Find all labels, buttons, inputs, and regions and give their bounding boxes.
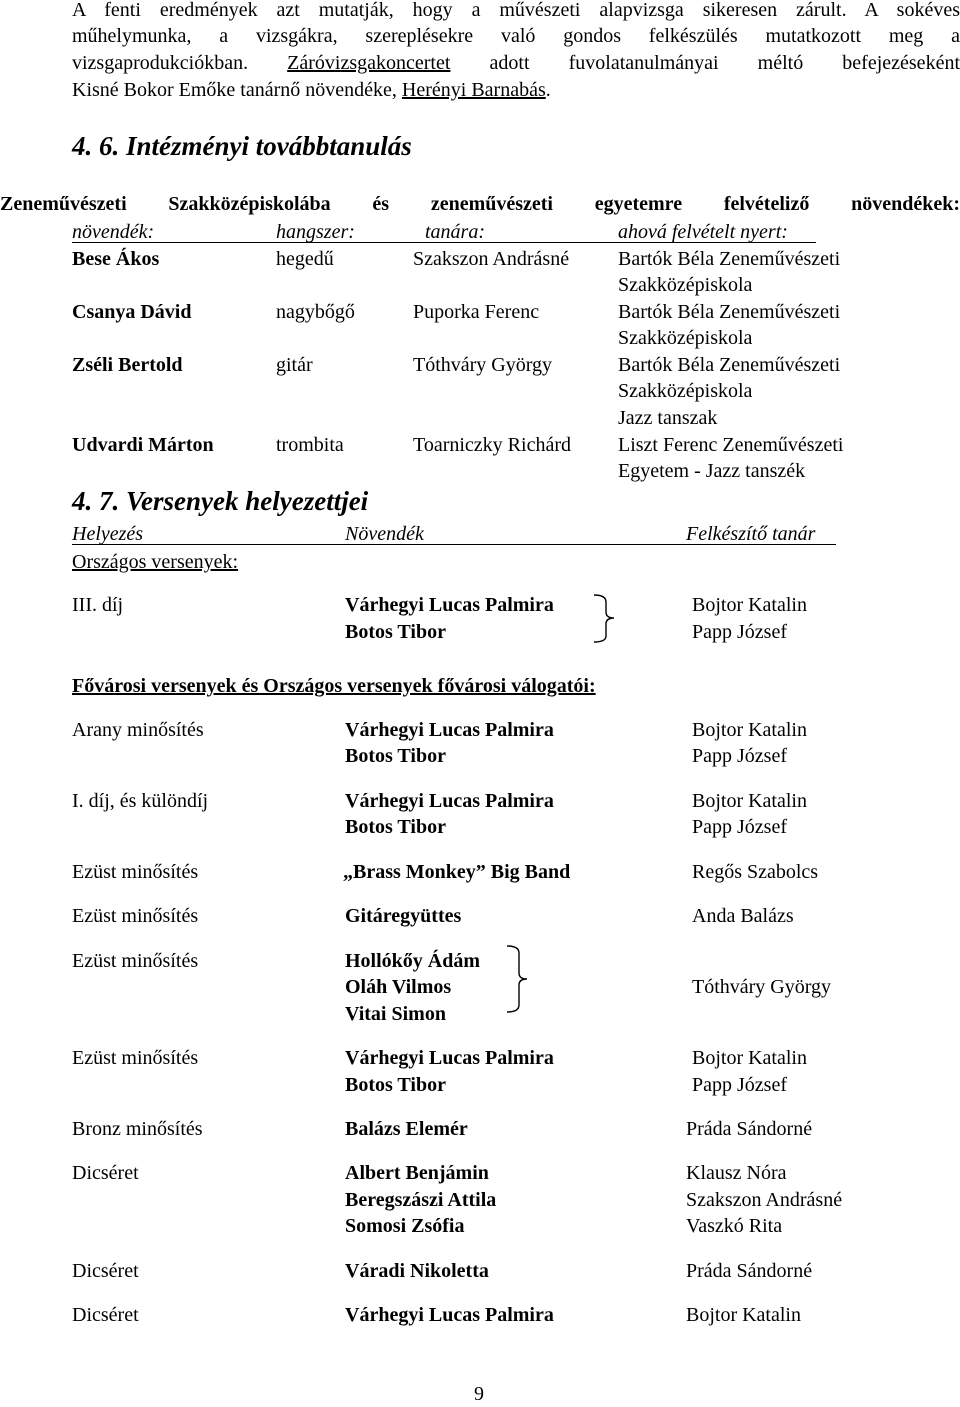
result-place: Arany minősítés	[72, 719, 204, 741]
table-row-instrument: gitár	[276, 354, 313, 376]
table-row-destination: Bartók Béla Zeneművészeti	[618, 354, 841, 376]
result-place: Ezüst minősítés	[72, 1047, 199, 1069]
result-student: Várhegyi Lucas Palmira	[345, 1304, 554, 1326]
header-underline	[72, 242, 816, 243]
result-place: Dicséret	[72, 1260, 139, 1282]
table-row-destination: Liszt Ferenc Zeneművészeti	[618, 434, 844, 456]
table-row-destination-2: Szakközépiskola	[618, 380, 753, 402]
table-row-student: Csanya Dávid	[72, 301, 192, 323]
result-student: Hollókőy Ádám	[345, 950, 481, 972]
result-student: Beregszászi Attila	[345, 1189, 497, 1211]
national-competitions-title: Országos versenyek:	[72, 551, 239, 573]
result-student: Várhegyi Lucas Palmira	[345, 719, 554, 741]
result-teacher: Vaszkó Rita	[686, 1215, 783, 1237]
table-row-student: Udvardi Márton	[72, 434, 214, 456]
table-row-instrument: hegedű	[276, 248, 334, 270]
result-student: Balázs Elemér	[345, 1118, 468, 1140]
capital-competitions-title: Fővárosi versenyek és Országos versenyek fővárosi válogatói:	[72, 675, 596, 697]
table-row-student: Bese Ákos	[72, 248, 160, 270]
result-student: Várhegyi Lucas Palmira	[345, 1047, 554, 1069]
table-row-teacher: Toarniczky Richárd	[413, 434, 571, 456]
result-student: Botos Tibor	[345, 745, 446, 767]
result-place: Dicséret	[72, 1304, 139, 1326]
intro-line-3-a: vizsgaprodukciókban.	[72, 52, 288, 74]
table-row-destination: Bartók Béla Zeneművészeti	[618, 248, 841, 270]
result-teacher: Práda Sándorné	[686, 1260, 813, 1282]
result-teacher: Papp József	[692, 621, 787, 643]
result-student: Botos Tibor	[345, 816, 446, 838]
section-4-7-heading: 4. 7. Versenyek helyezettjei	[72, 486, 369, 516]
col-header-student: Növendék	[345, 523, 424, 545]
col-header-destination: ahová felvételt nyert:	[618, 221, 788, 243]
table-row-teacher: Tóthváry György	[413, 354, 553, 376]
result-place: I. díj, és különdíj	[72, 790, 209, 812]
intro-line-2: műhelymunka, a vizsgákra, szereplésekre való gondos felkészülés mutatkozott meg a	[72, 25, 960, 47]
table-row-student: Zséli Bertold	[72, 354, 183, 376]
result-teacher: Klausz Nóra	[686, 1162, 787, 1184]
table-row-destination-2: Szakközépiskola	[618, 274, 753, 296]
intro-line-1: A fenti eredmények azt mutatják, hogy a művészeti alapvizsga sikeresen zárult. A sokéves	[72, 0, 960, 21]
intro-line-4-b: .	[545, 79, 551, 101]
table-row-destination-2: Szakközépiskola	[618, 327, 753, 349]
col-header-student: növendék:	[72, 221, 155, 243]
intro-line-3	[72, 50, 960, 76]
col-header-instrument: hangszer:	[276, 221, 355, 243]
result-student: Somosi Zsófia	[345, 1215, 465, 1237]
result-teacher: Szakszon Andrásné	[686, 1189, 843, 1211]
student-name-link: Herényi Barnabás	[401, 79, 546, 101]
result-student: Váradi Nikoletta	[345, 1260, 489, 1282]
result-teacher: Práda Sándorné	[686, 1118, 813, 1140]
intro-line-4-a: Kisné Bokor Emőke tanárnő növendéke,	[72, 79, 402, 101]
result-teacher: Tóthváry György	[692, 976, 832, 998]
result-student: Vitai Simon	[345, 1003, 446, 1025]
result-student: Oláh Vilmos	[345, 976, 452, 998]
header-underline	[72, 544, 836, 545]
result-teacher: Regős Szabolcs	[692, 861, 819, 883]
table-row-instrument: nagybőgő	[276, 301, 355, 323]
table-row-destination-3: Jazz tanszak	[618, 407, 718, 429]
col-header-teacher: tanára:	[425, 221, 485, 243]
result-student: Várhegyi Lucas Palmira	[345, 594, 554, 616]
result-place: Ezüst minősítés	[72, 950, 199, 972]
result-student: Botos Tibor	[345, 621, 446, 643]
result-student: Gitáregyüttes	[345, 905, 462, 927]
result-place: Dicséret	[72, 1162, 139, 1184]
table-row-destination: Bartók Béla Zeneművészeti	[618, 301, 841, 323]
final-concert-link: Záróvizsgakoncertet	[287, 52, 451, 74]
intro-line-4	[72, 77, 551, 103]
result-teacher: Anda Balázs	[692, 905, 794, 927]
brace-icon	[505, 943, 535, 1015]
section-4-6-subtitle: Zeneművészeti Szakközépiskolába és zeneművészeti egyetemre felvételiző növendékek:	[0, 193, 960, 215]
result-teacher: Bojtor Katalin	[692, 594, 807, 616]
result-student: Várhegyi Lucas Palmira	[345, 790, 554, 812]
result-teacher: Papp József	[692, 745, 787, 767]
intro-line-3-b: adott fuvolatanulmányai méltó befejezéseként	[450, 52, 960, 74]
result-student: Botos Tibor	[345, 1074, 446, 1096]
result-place: Bronz minősítés	[72, 1118, 203, 1140]
result-teacher: Papp József	[692, 816, 787, 838]
page-number: 9	[474, 1383, 484, 1405]
col-header-prep-teacher: Felkészítő tanár	[686, 523, 816, 545]
table-row-destination-2: Egyetem - Jazz tanszék	[618, 460, 806, 482]
result-teacher: Bojtor Katalin	[686, 1304, 801, 1326]
result-teacher: Bojtor Katalin	[692, 1047, 807, 1069]
table-row-teacher: Puporka Ferenc	[413, 301, 540, 323]
section-4-6-heading: 4. 6. Intézményi továbbtanulás	[72, 131, 412, 161]
result-teacher: Bojtor Katalin	[692, 790, 807, 812]
table-row-instrument: trombita	[276, 434, 344, 456]
result-teacher: Bojtor Katalin	[692, 719, 807, 741]
result-place: Ezüst minősítés	[72, 905, 199, 927]
result-place: III. díj	[72, 594, 124, 616]
result-student: „Brass Monkey” Big Band	[343, 861, 571, 883]
result-place: Ezüst minősítés	[72, 861, 199, 883]
table-row-teacher: Szakszon Andrásné	[413, 248, 570, 270]
result-student: Albert Benjámin	[345, 1162, 489, 1184]
brace-icon	[592, 592, 622, 644]
col-header-place: Helyezés	[72, 523, 144, 545]
result-teacher: Papp József	[692, 1074, 787, 1096]
